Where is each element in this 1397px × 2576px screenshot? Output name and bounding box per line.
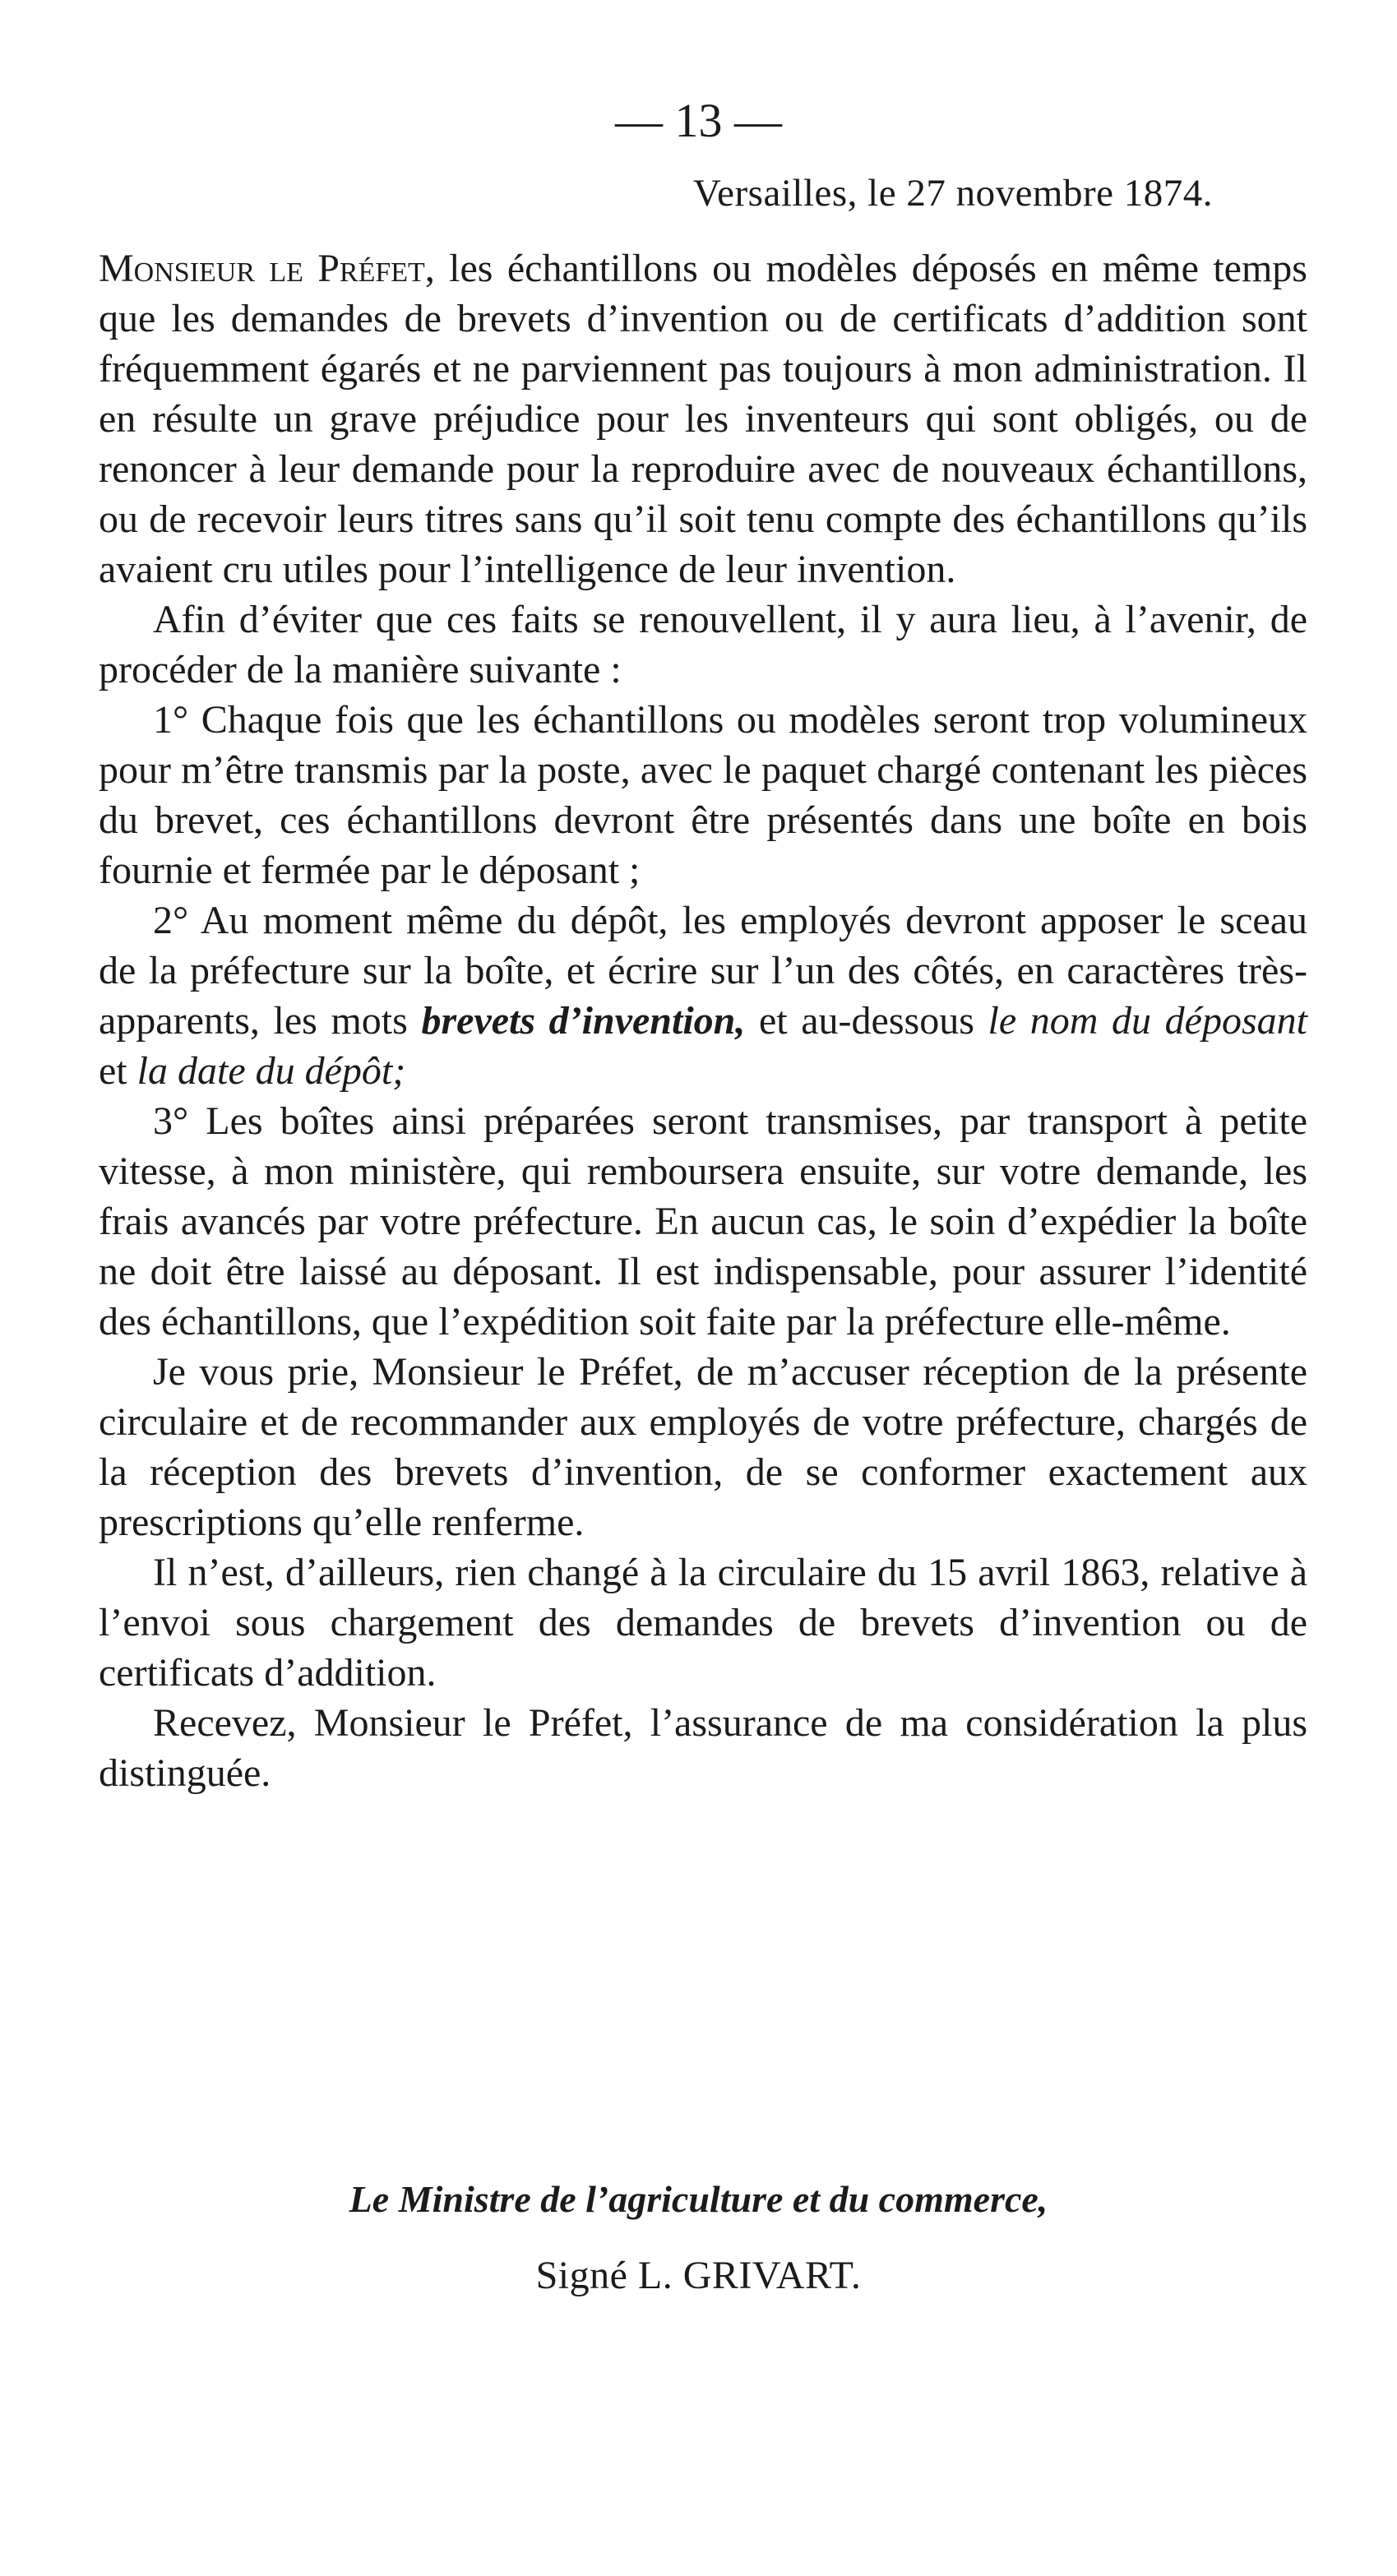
letter-body — [99, 243, 1307, 1798]
dateline: Versailles, le 27 novembre 1874. — [692, 172, 1213, 215]
paragraph-4-emphasis-date: la date du dépôt; — [136, 1049, 406, 1093]
signature: Signé L. GRIVART. — [535, 2254, 862, 2297]
paragraph-4-emphasis-brevets: brevets d’invention, — [421, 999, 746, 1043]
paragraph-1 — [99, 243, 1307, 594]
paragraph-5: 3° Les boîtes ainsi préparées seront transmises, par transport à petite vitesse, à mon ministère, qui remboursera ensuite, sur votre demande, les frais avancés par votre préfecture. En aucun cas, le soin d’expédier la boîte ne doit être laissé au déposant. Il est indispensable, pour assurer l’identité des échantillons, que l’expédition soit faite par la préfecture elle-même. — [99, 1099, 1307, 1343]
paragraph-2: Afin d’éviter que ces faits se renouvellent, il y aura lieu, à l’avenir, de procéder de la manière suivante : — [99, 598, 1307, 691]
paragraph-1-text: les échantillons ou modèles déposés en même temps que les demandes de brevets d’invention ou de certificats d’addition sont fréquemment égarés et ne parviennent pas toujours à mon administration. Il en résulte un grave préjudice pour les inventeurs qui sont obligés, ou de renoncer à leur demande pour la reproduire avec de nouveaux échantillons, ou de recevoir leurs titres sans qu’il soit tenu compte des échantillons qu’ils avaient cru utiles pour l’intelligence de leur invention. — [99, 247, 1307, 591]
paragraph-7: Il n’est, d’ailleurs, rien changé à la circulaire du 15 avril 1863, relative à l’envoi sous chargement des demandes de brevets d’invention ou de certificats d’addition. — [99, 1551, 1307, 1695]
paragraph-4 — [99, 895, 1307, 1096]
salutation: Monsieur le Préfet, — [99, 247, 435, 290]
page-number: — 13 — — [615, 94, 782, 147]
paragraph-4-text-c: et au-dessous — [745, 999, 988, 1043]
closing-title: Le Ministre de l’agriculture et du commerce, — [349, 2178, 1048, 2220]
paragraph-4-text-e: et — [99, 1049, 137, 1093]
paragraph-4-emphasis-nom: le nom du déposant — [988, 999, 1308, 1043]
paragraph-3: 1° Chaque fois que les échantillons ou modèles seront trop volumineux pour m’être transmis par la poste, avec le paquet chargé contenant les pièces du brevet, ces échantillons devront être présentés dans une boîte en bois fournie et fermée par le déposant ; — [99, 698, 1307, 892]
paragraph-8: Recevez, Monsieur le Préfet, l’assurance de ma considération la plus distinguée. — [99, 1701, 1307, 1795]
paragraph-4-text-a: 2° Au moment même du dépôt, les employés devront apposer le sceau de la préfecture sur la boîte, et écrire sur l’un des côtés, en caractères très-apparents, les mots — [99, 899, 1307, 1043]
paragraph-6: Je vous prie, Monsieur le Préfet, de m’accuser réception de la présente circulaire et de recommander aux employés de votre préfecture, chargés de la réception des brevets d’invention, de se conformer exactement aux prescriptions qu’elle renferme. — [99, 1350, 1307, 1544]
